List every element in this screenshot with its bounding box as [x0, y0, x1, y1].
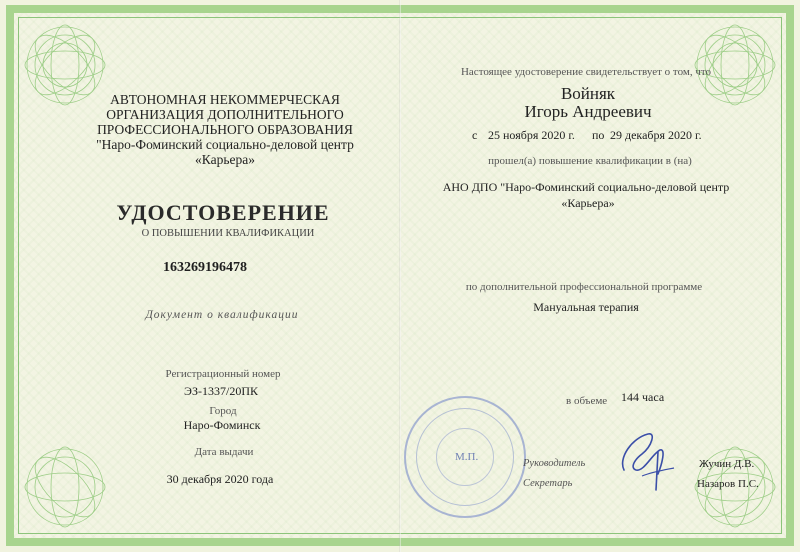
org-line-4: "Наро-Фоминский социально-деловой центр [96, 137, 354, 152]
page-fold [399, 0, 401, 552]
secretary-label: Секретарь [523, 478, 573, 489]
rosette-top-left [20, 20, 110, 110]
rosette-top-right [690, 20, 780, 110]
document-number: 163269196478 [163, 260, 247, 275]
city-label: Город [209, 405, 237, 417]
date-from: 25 ноября 2020 г. [488, 128, 575, 142]
signature [612, 424, 682, 496]
city-value: Наро-Фоминск [183, 418, 261, 432]
org-line-1: АВТОНОМНАЯ НЕКОММЕРЧЕСКАЯ [110, 92, 340, 107]
program-label: по дополнительной профессиональной программе [465, 281, 703, 293]
secretary-name: Назаров П.С. [697, 478, 759, 490]
document-subtitle: О ПОВЫШЕНИИ КВАЛИФИКАЦИИ [141, 228, 315, 239]
program-name: Мануальная терапия [533, 300, 639, 314]
date-to-prefix: по [592, 128, 605, 142]
issue-date-value: 30 декабря 2020 года [166, 472, 274, 486]
training-org-line-2: «Карьера» [561, 196, 615, 210]
issue-date-label: Дата выдачи [194, 446, 254, 458]
document-type: Документ о квалификации [145, 309, 299, 321]
date-from-prefix: с [472, 128, 478, 142]
holder-surname: Войняк [560, 84, 616, 103]
passed-text: прошел(а) повышение квалификации в (на) [488, 155, 692, 167]
org-line-3: ПРОФЕССИОНАЛЬНОГО ОБРАЗОВАНИЯ [97, 122, 353, 137]
org-line-2: ОРГАНИЗАЦИЯ ДОПОЛНИТЕЛЬНОГО [106, 107, 344, 122]
reg-number-value: ЭЗ-1337/20ПК [183, 384, 259, 398]
reg-number-label: Регистрационный номер [165, 368, 281, 380]
intro-text: Настоящее удостоверение свидетельствует о том, что [460, 66, 712, 78]
volume-value: 144 часа [621, 390, 665, 404]
stamp-mark: М.П. [455, 451, 479, 463]
date-to: 29 декабря 2020 г. [610, 128, 702, 142]
head-name: Жучин Д.В. [699, 458, 755, 470]
head-label: Руководитель [523, 458, 586, 469]
org-line-5: «Карьера» [195, 152, 255, 167]
volume-label: в объеме [566, 395, 608, 407]
training-org-line-1: АНО ДПО "Наро-Фоминский социально-деловой центр [442, 180, 730, 194]
rosette-bottom-left [20, 442, 110, 532]
holder-given-name: Игорь Андреевич [524, 102, 652, 121]
document-title: УДОСТОВЕРЕНИЕ [116, 200, 330, 225]
